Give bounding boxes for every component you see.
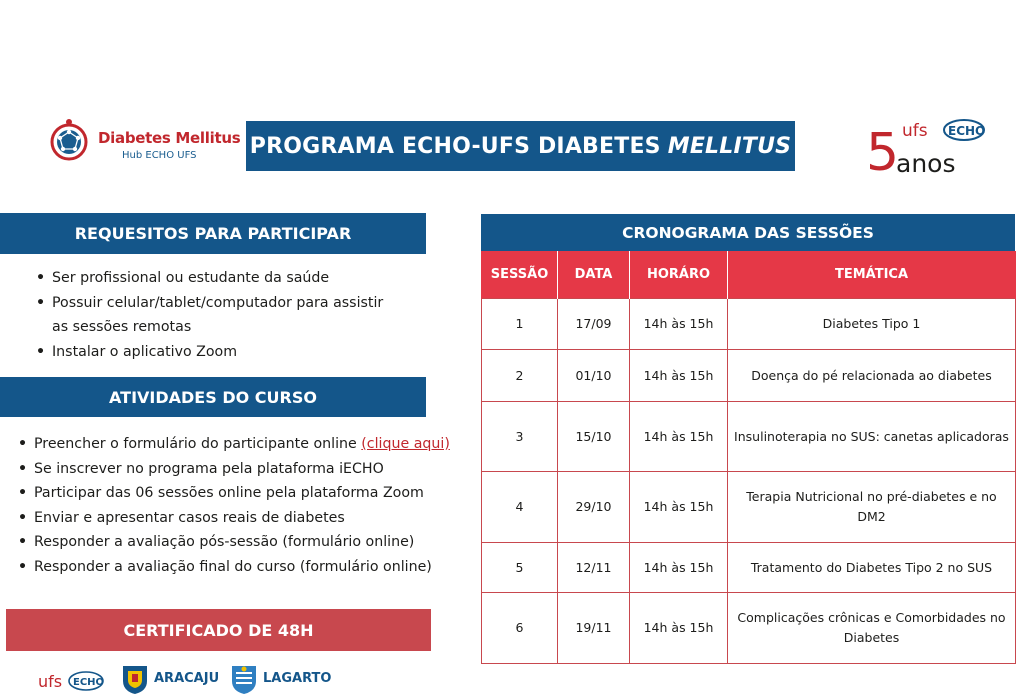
page-title-main: PROGRAMA ECHO-UFS DIABETES (249, 133, 661, 159)
aracaju-logo (120, 663, 220, 695)
footer-echo-text: ECHO (73, 677, 104, 688)
atividade-item: • Se inscrever no programa pela plataforma iECHO (18, 457, 468, 482)
col-header-horario: HORÁRO (630, 251, 728, 299)
atividade-item: • Participar das 06 sessões online pela plataforma Zoom (18, 481, 468, 506)
anniversary-number: 5 (866, 123, 900, 178)
atividade-item: • Enviar e apresentar casos reais de diabetes (18, 506, 468, 531)
cell-horario: 14h às 15h (630, 350, 728, 402)
atividade-item: • Responder a avaliação pós-sessão (formulário online) (18, 530, 468, 555)
requisitos-list (36, 266, 436, 364)
atividade-item: • Responder a avaliação final do curso (formulário online) (18, 555, 468, 580)
atividade-item-text: Preencher o formulário do participante online (34, 436, 362, 452)
table-row (482, 593, 1016, 664)
cell-sessao: 3 (482, 402, 558, 472)
cell-sessao: 6 (482, 593, 558, 664)
requisito-item: • Ser profissional ou estudante da saúde (36, 266, 436, 291)
anniversary-logo (866, 116, 990, 178)
aracaju-text: ARACAJU (154, 671, 220, 686)
col-header-data: DATA (558, 251, 630, 299)
page-title-italic: MELLITUS (667, 133, 792, 159)
cell-tematica: Diabetes Tipo 1 (728, 299, 1016, 350)
cell-horario: 14h às 15h (630, 593, 728, 664)
diabetes-mellitus-logo (50, 118, 241, 170)
cell-tematica: Terapia Nutricional no pré-diabetes e no DM2 (728, 472, 1016, 543)
cell-data: 12/11 (558, 543, 630, 593)
cell-sessao: 5 (482, 543, 558, 593)
cell-tematica: Doença do pé relacionada ao diabetes (728, 350, 1016, 402)
logo-subtitle: Hub ECHO UFS (122, 150, 197, 161)
cell-data: 29/10 (558, 472, 630, 543)
cronograma-table (481, 251, 1016, 664)
col-header-tematica: TEMÁTICA (728, 251, 1016, 299)
cell-tematica: Tratamento do Diabetes Tipo 2 no SUS (728, 543, 1016, 593)
cell-sessao: 4 (482, 472, 558, 543)
footer-ufs-text: ufs (38, 672, 63, 691)
lagarto-text: LAGARTO (263, 671, 332, 686)
anniversary-word: anos (896, 149, 956, 178)
form-link[interactable]: (clique aqui) (361, 436, 450, 452)
table-row (482, 472, 1016, 543)
cell-horario: 14h às 15h (630, 472, 728, 543)
anniversary-ufs: ufs (902, 121, 928, 141)
cell-sessao: 2 (482, 350, 558, 402)
anniversary-logo-graphic (866, 116, 990, 178)
requisito-item: • Instalar o aplicativo Zoom (36, 340, 436, 365)
ufs-echo-logo (38, 667, 104, 695)
ufs-echo-logo-graphic (38, 667, 104, 695)
table-row (482, 299, 1016, 350)
cell-tematica: Insulinoterapia no SUS: canetas aplicadoras (728, 402, 1016, 472)
atividades-list (18, 432, 468, 579)
table-header-row (482, 251, 1016, 299)
table-row (482, 543, 1016, 593)
cell-data: 15/10 (558, 402, 630, 472)
anniversary-echo: ECHO (948, 124, 986, 138)
hub-globe-icon (50, 118, 90, 166)
cell-horario: 14h às 15h (630, 402, 728, 472)
cell-sessao: 1 (482, 299, 558, 350)
cell-horario: 14h às 15h (630, 543, 728, 593)
logo-name: Diabetes Mellitus (98, 129, 241, 147)
cell-data: 19/11 (558, 593, 630, 664)
cell-data: 01/10 (558, 350, 630, 402)
atividade-item (18, 432, 468, 457)
cell-horario: 14h às 15h (630, 299, 728, 350)
requisito-continuation: as sessões remotas (52, 319, 192, 335)
cell-data: 17/09 (558, 299, 630, 350)
aracaju-shield-icon (120, 663, 150, 695)
col-header-sessao: SESSÃO (482, 251, 558, 299)
requisito-item: • Possuir celular/tablet/computador para assistir (36, 291, 436, 316)
certificado-header: CERTIFICADO DE 48H (6, 609, 431, 651)
cronograma-header: CRONOGRAMA DAS SESSÕES (481, 214, 1015, 251)
cell-tematica: Complicações crônicas e Comorbidades no Diabetes (728, 593, 1016, 664)
lagarto-logo (229, 663, 332, 695)
lagarto-shield-icon (229, 663, 259, 695)
atividades-header: ATIVIDADES DO CURSO (0, 377, 426, 417)
table-row (482, 350, 1016, 402)
table-row (482, 402, 1016, 472)
requisitos-header: REQUESITOS PARA PARTICIPAR (0, 213, 426, 254)
page-title (246, 121, 795, 171)
